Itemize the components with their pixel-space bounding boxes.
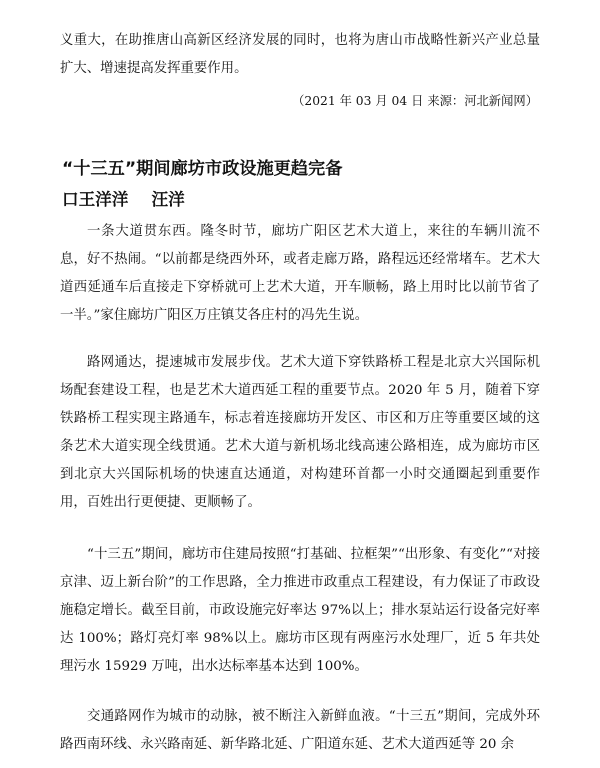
article-title: “十三五”期间廊坊市政设施更趋完备 [62, 159, 343, 179]
previous-article-source: （2021 年 03 月 04 日 来源：河北新闻网） [292, 94, 538, 108]
article-paragraph-1: 一条大道贯东西。隆冬时节，廊坊广阳区艺术大道上，来往的车辆川流不息，好不热闹。“以前都是绕西外环，或者走廊万路，路程远还经常堵车。艺术大道西延通车后直接走下穿桥就可上艺术大道，开车顺畅，路上用时比以前节省了一半。”家住廊坊广阳区万庄镇艾各庄村的冯先生说。 [60, 224, 540, 323]
article-paragraph-3: “十三五”期间，廊坊市住建局按照“打基础、拉框架”“出形象、有变化”“对接京津、迈上新台阶”的工作思路，全力推进市政重点工程建设，有力保证了市政设施稳定增长。截至目前，市政设施完好率达 97%以上；排水泵站运行设备完好率达 100%；路灯亮灯率 98%以上。廊坊市区现有两座污水处理厂，近 5 年共处理污水 15929 万吨，出水达标率基本达到 100%。 [60, 547, 540, 674]
previous-article-tail: 义重大，在助推唐山高新区经济发展的同时，也将为唐山市战略性新兴产业总量扩大、增速提高发挥重要作用。 [60, 33, 540, 76]
article-paragraph-4: 交通路网作为城市的动脉，被不断注入新鲜血液。“十三五”期间，完成外环路西南环线、永兴路南延、新华路北延、广阳道东延、艺术大道西延等 20 余 [60, 709, 540, 752]
article-authors: 口王洋洋 汪洋 [62, 190, 185, 209]
article-paragraph-2: 路网通达，提速城市发展步伐。艺术大道下穿铁路桥工程是北京大兴国际机场配套建设工程，也是艺术大道西延工程的重要节点。2020 年 5 月，随着下穿铁路桥工程实现主路通车，标志着连接廊坊开发区、市区和万庄等重要区域的这条艺术大道实现全线贯通。艺术大道与新机场北线高速公路相连，成为廊坊市区到北京大兴国际机场的快速直达通道，对构建环首都一小时交通圈起到重要作用，百姓出行更便捷、更顺畅了。 [60, 355, 540, 510]
